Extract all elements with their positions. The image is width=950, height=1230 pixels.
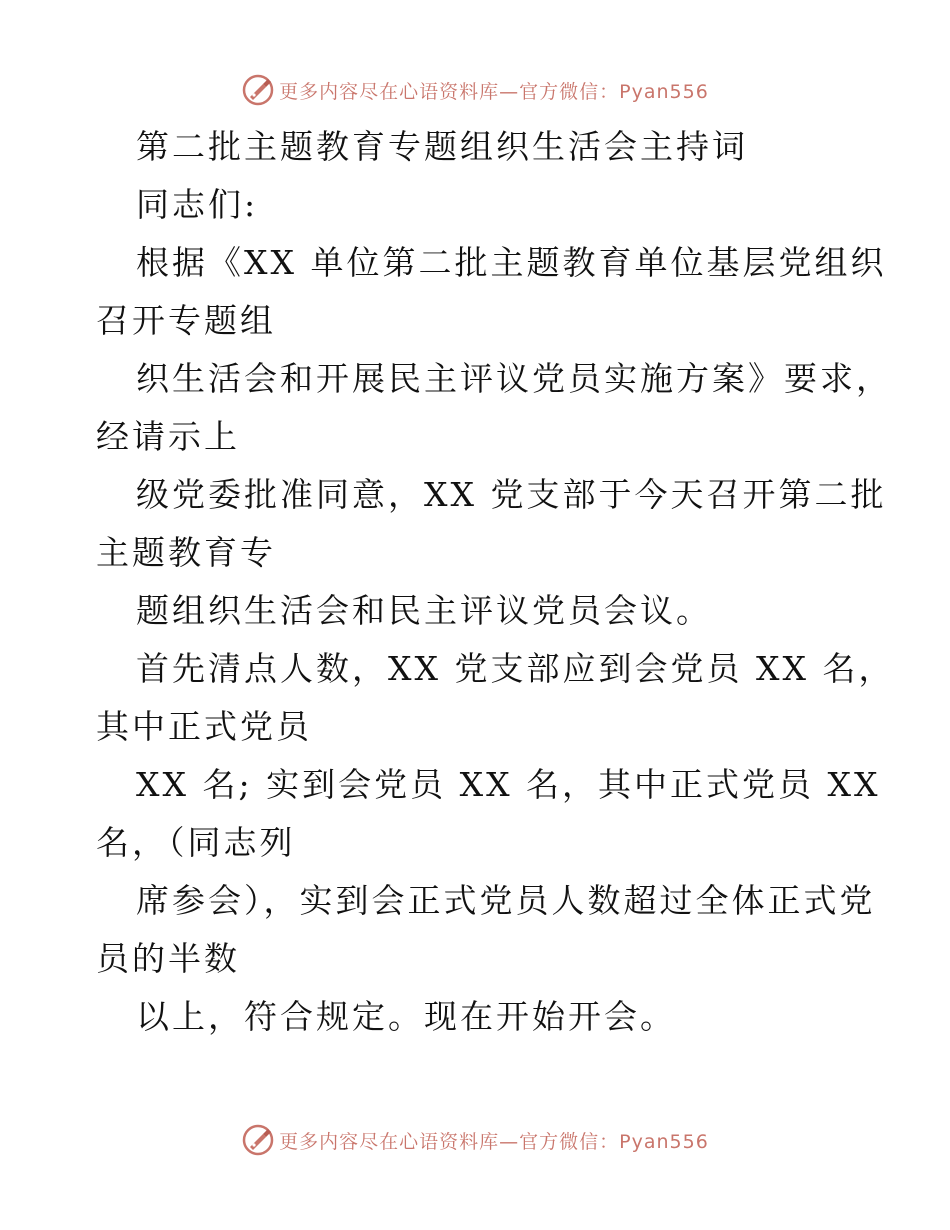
pen-nib-logo-icon [241, 1123, 275, 1157]
paragraph-line: 主题教育专 [96, 533, 276, 572]
paragraph-line: 召开专题组 [96, 301, 276, 340]
paragraph-line: 首先清点人数，XX 党支部应到会党员 XX 名， [136, 649, 895, 688]
paragraph-line: 题组织生活会和民主评议党员会议。 [136, 591, 712, 630]
paragraph-line: 其中正式党员 [96, 707, 312, 746]
paragraph-line: 经请示上 [96, 417, 240, 456]
document-body [96, 118, 895, 1046]
paragraph-line: 名，（同志列 [96, 823, 296, 862]
document-title: 第二批主题教育专题组织生活会主持词 [136, 127, 748, 166]
watermark-footer [0, 1120, 950, 1160]
paragraph-line: 根据《XX 单位第二批主题教育单位基层党组织 [136, 243, 887, 282]
pen-nib-logo-icon [241, 73, 275, 107]
paragraph-line: 以上，符合规定。现在开始开会。 [136, 997, 676, 1036]
salutation: 同志们: [136, 185, 259, 224]
paragraph-line: 织生活会和开展民主评议党员实施方案》要求， [136, 359, 892, 398]
paragraph-line: 员的半数 [96, 939, 240, 978]
watermark-text: 更多内容尽在心语资料库—官方微信：Pyan556 [279, 80, 709, 103]
paragraph-line: XX 名; 实到会党员 XX 名，其中正式党员 XX [136, 765, 881, 804]
paragraph-line: 级党委批准同意，XX 党支部于今天召开第二批 [136, 475, 887, 514]
paragraph-line: 席参会），实到会正式党员人数超过全体正式党 [136, 881, 876, 920]
watermark-header [0, 70, 950, 110]
watermark-text: 更多内容尽在心语资料库—官方微信：Pyan556 [279, 1130, 709, 1153]
